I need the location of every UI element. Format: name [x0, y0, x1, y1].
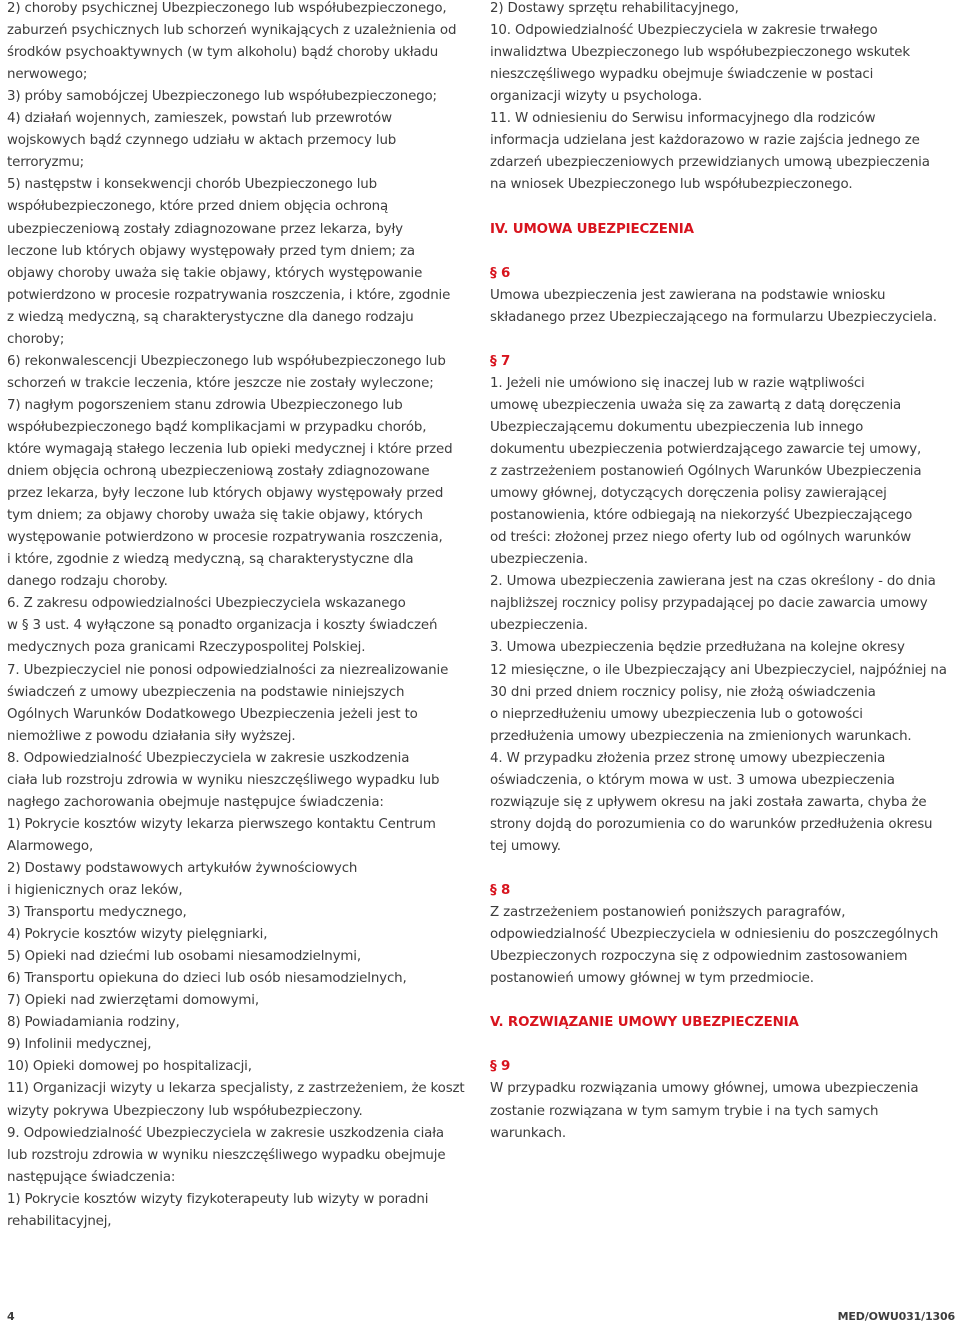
text-line: wizyty pokrywa Ubezpieczony lub współubezpieczony. — [7, 1103, 363, 1119]
text-line: 10) Opieki domowej po hospitalizacji, — [7, 1059, 252, 1075]
text-line: 2) Dostawy podstawowych artykułów żywnościowych — [7, 860, 358, 876]
text-line: Ogólnych Warunków Dodatkowego Ubezpieczenia jeżeli jest to — [7, 706, 418, 722]
text-line: strony dojdą do porozumienia co do warunków przedłużenia okresu — [490, 816, 933, 832]
text-line: dokumentu ubezpieczenia potwierdzającego zawarcie tej umowy, — [490, 442, 922, 457]
text-line: tej umowy. — [490, 838, 561, 854]
text-line: ciała lub rozstroju zdrowia w wyniku nieszczęśliwego wypadku lub — [7, 772, 440, 788]
text-line: inwalidztwa Ubezpieczonego lub współubezpieczonego wskutek — [490, 45, 910, 61]
text-line: lub rozstroju zdrowia w wyniku nieszczęśliwego wypadku obejmuje — [7, 1147, 446, 1163]
text-line: choroby; — [7, 331, 65, 347]
text-line: tym dniem; za objawy choroby uważa się takie objawy, których — [7, 508, 423, 524]
text-line: objawy choroby uważa się takie objawy, których występowanie — [7, 265, 423, 281]
text-line: rozwiązuje się z upływem okresu na jaki została zawarta, chyba że — [490, 794, 927, 810]
text-line: Ubezpieczającemu dokumentu ubezpieczenia lub innego — [490, 419, 864, 435]
text-line: nagłego zachorowania obejmuje następujce świadczenia: — [7, 794, 384, 810]
text-line: 2) choroby psychicznej Ubezpieczonego lub współubezpieczonego, — [7, 1, 447, 16]
text-line: od treści: złożonej przez niego oferty lub od ogólnych warunków — [490, 530, 912, 546]
text-line: nerwowego; — [7, 67, 88, 83]
text-line: na wniosek Ubezpieczonego lub współubezpieczonego. — [490, 177, 853, 193]
text-line: świadczeń z umowy ubezpieczenia na podstawie niniejszych — [7, 684, 405, 700]
section-heading: IV. UMOWA UBEZPIECZENIA — [490, 221, 694, 237]
text-line: rehabilitacyjnej, — [7, 1213, 112, 1229]
section-heading: § 8 — [490, 883, 511, 898]
text-line: oświadczenia, o którym mowa w ust. 3 umowa ubezpieczenia — [490, 772, 895, 788]
text-line: postanowień umowy głównej w tym przedmiocie. — [490, 971, 814, 987]
text-line: występowanie potwierdzono w procesie rozpatrywania roszczenia, — [7, 530, 443, 546]
text-line: 7. Ubezpieczyciel nie ponosi odpowiedzialności za niezrealizowanie — [7, 662, 449, 678]
text-line: dniem objęcia ochroną ubezpieczeniową zostały zdiagnozowane — [7, 464, 430, 480]
text-line: W przypadku rozwiązania umowy głównej, umowa ubezpieczenia — [490, 1081, 919, 1097]
text-line: przedłużenia umowy ubezpieczenia na zmienionych warunkach. — [490, 728, 912, 744]
text-line: wojskowych bądź czynnego udziału w aktach przemocy lub — [7, 133, 397, 149]
text-line: 30 dni przed dniem rocznicy polisy, nie złożą oświadczenia — [490, 684, 876, 700]
text-line: 2) Dostawy sprzętu rehabilitacyjnego, — [490, 1, 739, 16]
section-heading: § 9 — [490, 1059, 511, 1075]
text-line: przez lekarza, były leczone lub których objawy występowały przed — [7, 486, 444, 502]
section-heading: § 6 — [490, 265, 511, 281]
text-line: Z zastrzeżeniem postanowień poniższych paragrafów, — [490, 905, 846, 921]
text-line: 5) Opieki nad dziećmi lub osobami niesamodzielnymi, — [7, 949, 361, 965]
text-line: zaburzeń psychicznych lub schorzeń wynikających z uzależnienia od — [7, 23, 457, 39]
text-line: 6) rekonwalescencji Ubezpieczonego lub współubezpieczonego lub — [7, 353, 446, 369]
text-line: zdarzeń ubezpieczeniowych przewidzianych umową ubezpieczenia — [490, 155, 930, 171]
text-line: 11) Organizacji wizyty u lekarza specjalisty, z zastrzeżeniem, że koszt — [7, 1081, 465, 1097]
text-line: 3) próby samobójczej Ubezpieczonego lub współubezpieczonego; — [7, 89, 437, 105]
text-line: 11. W odniesieniu do Serwisu informacyjnego dla rodziców — [490, 111, 876, 127]
text-line: postanowienia, które odbiegają na niekorzyść Ubezpieczającego — [490, 508, 913, 524]
text-line: umowę ubezpieczenia uważa się za zawartą z datą doręczenia — [490, 397, 902, 413]
text-line: najbliższej rocznicy polisy przypadającej po dacie zawarcia umowy — [490, 596, 928, 612]
text-line: potwierdzono w procesie rozpatrywania roszczenia, i które, zgodnie — [7, 287, 451, 303]
text-line: 3. Umowa ubezpieczenia będzie przedłużana na kolejne okresy — [490, 640, 905, 656]
text-line: 2. Umowa ubezpieczenia zawierana jest na czas określony - do dnia — [490, 574, 936, 590]
text-line: umowy głównej, dotyczących doręczenia polisy zawierającej — [490, 486, 887, 502]
text-line: informacja udzielana jest każdorazowo w razie zajścia jednego ze — [490, 133, 920, 149]
text-line: 7) Opieki nad zwierzętami domowymi, — [7, 993, 259, 1009]
text-line: 4) Pokrycie kosztów wizyty pielęgniarki, — [7, 927, 268, 943]
text-line: Umowa ubezpieczenia jest zawierana na podstawie wniosku — [490, 287, 886, 303]
text-line: składanego przez Ubezpieczającego na formularzu Ubezpieczyciela. — [490, 309, 937, 325]
text-line: 12 miesięczne, o ile Ubezpieczający ani Ubezpieczyciel, najpóźniej na — [490, 662, 947, 678]
document-code: MED/OWU031/1306 — [837, 1310, 955, 1323]
text-line: 9. Odpowiedzialność Ubezpieczyciela w zakresie uszkodzenia ciała — [7, 1125, 444, 1141]
text-line: Alarmowego, — [7, 838, 94, 854]
text-line: organizacji wizyty u psychologa. — [490, 89, 702, 105]
text-line: i które, zgodnie z wiedzą medyczną, są charakterystyczne dla — [7, 552, 414, 568]
text-line: 8. Odpowiedzialność Ubezpieczyciela w zakresie uszkodzenia — [7, 750, 410, 766]
text-line: ubezpieczenia. — [490, 618, 588, 634]
text-line: niemożliwe z powodu działania siły wyższej. — [7, 728, 296, 744]
text-line: o nieprzedłużeniu umowy ubezpieczenia lub o gotowości — [490, 706, 863, 722]
text-line: danego rodzaju choroby. — [7, 574, 168, 590]
text-line: 4. W przypadku złożenia przez stronę umowy ubezpieczenia — [490, 750, 886, 766]
text-line: leczone lub których objawy występowały przed tym dniem; za — [7, 243, 415, 259]
text-line: 1) Pokrycie kosztów wizyty lekarza pierwszego kontaktu Centrum — [7, 816, 436, 832]
text-line: 3) Transportu medycznego, — [7, 905, 187, 921]
text-line: współubezpieczonego, które przed dniem objęcia ochroną — [7, 199, 389, 215]
text-line: 1. Jeżeli nie umówiono się inaczej lub w razie wątpliwości — [490, 375, 865, 391]
text-line: z wiedzą medyczną, są charakterystyczne dla danego rodzaju — [7, 309, 414, 325]
text-line: schorzeń w trakcie leczenia, które jeszcze nie zostały wyleczone; — [7, 375, 434, 391]
text-line: współubezpieczonego bądź komplikacjami w przypadku chorób, — [7, 419, 427, 435]
text-line: 9) Infolinii medycznej, — [7, 1037, 152, 1053]
page-number: 4 — [7, 1310, 15, 1323]
text-line: 4) działań wojennych, zamieszek, powstań lub przewrotów — [7, 111, 392, 127]
text-line: 6. Z zakresu odpowiedzialności Ubezpieczyciela wskazanego — [7, 596, 406, 612]
text-line: środków psychoaktywnych (w tym alkoholu) bądź choroby układu — [7, 45, 439, 61]
text-line: ubezpieczeniową zostały zdiagnozowane przez lekarza, były — [7, 221, 403, 237]
text-line: które wymagają stałego leczenia lub opieki medycznej i które przed — [7, 442, 453, 457]
text-line: odpowiedzialność Ubezpieczyciela w odniesieniu do poszczególnych — [490, 927, 939, 943]
section-heading: V. ROZWIĄZANIE UMOWY UBEZPIECZENIA — [490, 1015, 799, 1031]
text-line: i higienicznych oraz leków, — [7, 883, 183, 898]
text-line: z zastrzeżeniem postanowień Ogólnych Warunków Ubezpieczenia — [490, 464, 922, 480]
section-heading: § 7 — [490, 353, 511, 369]
text-line: ubezpieczenia. — [490, 552, 588, 568]
text-line: terroryzmu; — [7, 155, 85, 171]
text-line: medycznych poza granicami Rzeczypospolitej Polskiej. — [7, 640, 366, 656]
text-line: zostanie rozwiązana w tym samym trybie i na tych samych — [490, 1103, 879, 1119]
text-line: 10. Odpowiedzialność Ubezpieczyciela w zakresie trwałego — [490, 23, 878, 39]
text-line: nieszczęśliwego wypadku obejmuje świadczenie w postaci — [490, 67, 874, 83]
text-line: w § 3 ust. 4 wyłączone są ponadto organizacja i koszty świadczeń — [7, 618, 438, 634]
text-line: następujące świadczenia: — [7, 1169, 176, 1185]
text-line: warunkach. — [490, 1125, 566, 1141]
text-line: 5) następstw i konsekwencji chorób Ubezpieczonego lub — [7, 177, 377, 193]
text-line: 7) nagłym pogorszeniem stanu zdrowia Ubezpieczonego lub — [7, 397, 403, 413]
text-line: 8) Powiadamiania rodziny, — [7, 1015, 180, 1031]
text-line: 1) Pokrycie kosztów wizyty fizykoterapeuty lub wizyty w poradni — [7, 1191, 429, 1207]
text-line: 6) Transportu opiekuna do dzieci lub osób niesamodzielnych, — [7, 971, 407, 987]
text-line: Ubezpieczonych rozpoczyna się z odpowiednim zastosowaniem — [490, 949, 908, 965]
